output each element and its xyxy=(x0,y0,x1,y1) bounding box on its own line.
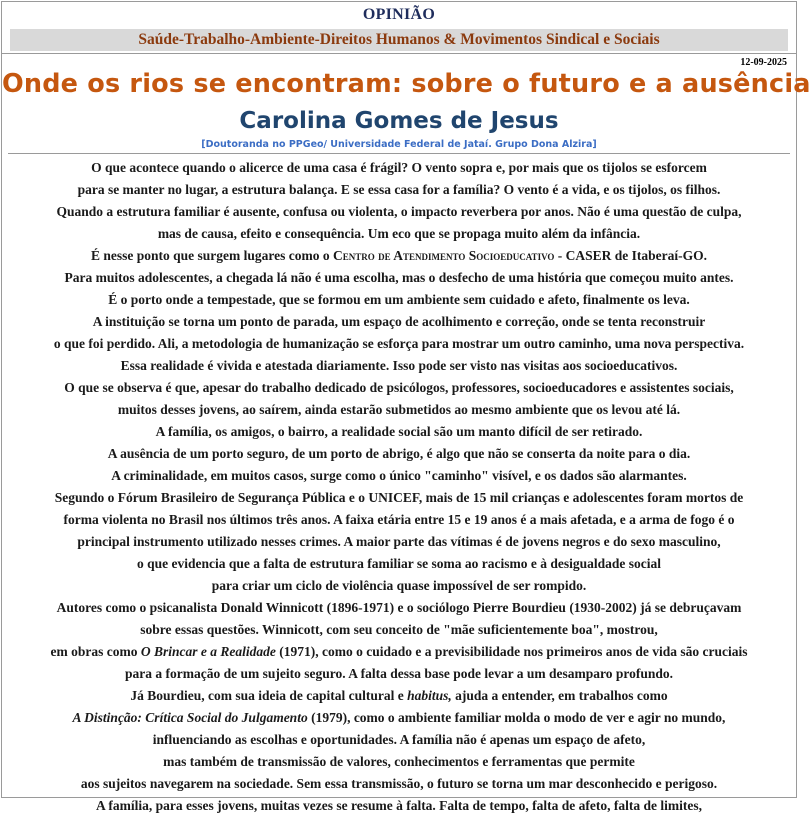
paragraph-line: Para muitos adolescentes, a chegada lá não é uma escolha, mas o desfecho de uma história que começou muito antes. xyxy=(64,270,734,285)
paragraph-line: sobre essas questões. Winnicott, com seu conceito de "mãe suficientemente boa", mostrou, xyxy=(140,622,658,637)
section-topics-bar: Saúde-Trabalho-Ambiente-Direitos Humanos & Movimentos Sindical e Sociais xyxy=(10,29,788,51)
paragraph-line: para se manter no lugar, a estrutura balança. E se essa casa for a família? O vento é a vida, e os tijolos, os filhos. xyxy=(77,182,721,197)
line-text: (1979), como o ambiente familiar molda o modo de ver e agir no mundo, xyxy=(307,710,726,725)
article-body xyxy=(4,157,794,817)
section-title: OPINIÃO xyxy=(362,6,436,23)
paragraph-line: Quando a estrutura familiar é ausente, confusa ou violenta, o impacto reverbera por anos. Não é uma questão de culpa, xyxy=(56,204,742,219)
author-affiliation: [Doutoranda no PPGeo/ Universidade Federal de Jataí. Grupo Dona Alzira] xyxy=(201,139,597,150)
article-author: Carolina Gomes de Jesus xyxy=(239,108,559,134)
paragraph-line: Autores como o psicanalista Donald Winnicott (1896-1971) e o sociólogo Pierre Bourdieu (1930-2002) já se debruçavam xyxy=(56,600,742,615)
paragraph-line xyxy=(4,641,794,663)
paragraph-line: O que acontece quando o alicerce de uma casa é frágil? O vento sopra e, por mais que os tijolos se esforcem xyxy=(91,160,707,175)
paragraph-line: forma violenta no Brasil nos últimos três anos. A faixa etária entre 15 e 19 anos é a mais afetada, e a arma de fogo é o xyxy=(63,512,735,527)
paragraph-line: o que foi perdido. Ali, a metodologia de humanização se esforça para mostrar um outro caminho, uma nova perspectiva. xyxy=(53,336,745,351)
article-title: Onde os rios se encontram: sobre o futuro e a ausência xyxy=(2,69,811,99)
paragraph-line: A criminalidade, em muitos casos, surge como o único "caminho" visível, e os dados são alarmantes. xyxy=(111,468,687,483)
paragraph-line: para criar um ciclo de violência quase impossível de ser rompido. xyxy=(211,578,587,593)
paragraph-line: A família, os amigos, o bairro, a realidade social são um manto difícil de ser retirado. xyxy=(155,424,643,439)
article-date: 12-09-2025 xyxy=(740,57,787,68)
paragraph-line: principal instrumento utilizado nesses crimes. A maior parte das vítimas é de jovens negros e do sexo masculino, xyxy=(77,534,721,549)
line-text: em obras como xyxy=(50,644,141,659)
work-title: A Distinção: Crítica Social do Julgamento xyxy=(72,710,308,725)
paragraph-line: mas também de transmissão de valores, conhecimentos e ferramentas que permite xyxy=(163,754,635,769)
paragraph-line: influenciando as escolhas e oportunidades. A família não é apenas um espaço de afeto, xyxy=(152,732,646,747)
line-text: Já Bourdieu, com sua ideia de capital cultural e xyxy=(130,688,408,703)
paragraph-line: O que se observa é que, apesar do trabalho dedicado de psicólogos, professores, socioeducadores e assistentes sociais, xyxy=(64,380,734,395)
line-text: ajuda a entender, em trabalhos como xyxy=(451,688,668,703)
line-text: (1971), como o cuidado e a previsibilidade nos primeiros anos de vida são cruciais xyxy=(275,644,748,659)
paragraph-line: aos sujeitos navegarem na sociedade. Sem essa transmissão, o futuro se torna um mar desconhecido e perigoso. xyxy=(80,776,718,791)
work-title: habitus, xyxy=(407,688,452,703)
paragraph-line: A família, para esses jovens, muitas vezes se resume à falta. Falta de tempo, falta de afeto, falta de limites, xyxy=(95,798,703,813)
section-header xyxy=(2,2,796,54)
paragraph-line: muitos desses jovens, ao saírem, ainda estarão submetidos ao mesmo ambiente que os levou até lá. xyxy=(117,402,681,417)
paragraph-line xyxy=(4,707,794,729)
paragraph-line: É o porto onde a tempestade, que se formou em um ambiente sem cuidado e afeto, finalmente os leva. xyxy=(108,292,690,307)
line-text: - CASER de Itaberaí-GO. xyxy=(554,248,708,263)
divider xyxy=(8,153,790,154)
paragraph-line: Segundo o Fórum Brasileiro de Segurança Pública e o UNICEF, mais de 15 mil crianças e adolescentes foram mortos de xyxy=(54,490,744,505)
paragraph-line: A instituição se torna um ponto de parada, um espaço de acolhimento e correção, onde se tenta reconstruir xyxy=(92,314,706,329)
institution-name: Centro de Atendimento Socioeducativo xyxy=(332,248,555,263)
paragraph-line xyxy=(4,245,794,267)
paragraph-line: A ausência de um porto seguro, de um porto de abrigo, é algo que não se conserta da noite para o dia. xyxy=(107,446,691,461)
paragraph-line: o que evidencia que a falta de estrutura familiar se soma ao racismo e à desigualdade social xyxy=(137,556,661,571)
paragraph-line: mas de causa, efeito e consequência. Um eco que se propaga muito além da infância. xyxy=(157,226,641,241)
paragraph-line: para a formação de um sujeito seguro. A falta dessa base pode levar a um desamparo profundo. xyxy=(124,666,674,681)
paragraph-line xyxy=(4,685,794,707)
work-title: O Brincar e a Realidade xyxy=(140,644,276,659)
line-text: É nesse ponto que surgem lugares como o xyxy=(90,248,333,263)
paragraph-line: Essa realidade é vivida e atestada diariamente. Isso pode ser visto nas visitas aos socioeducativos. xyxy=(120,358,678,373)
page-frame xyxy=(1,1,811,813)
